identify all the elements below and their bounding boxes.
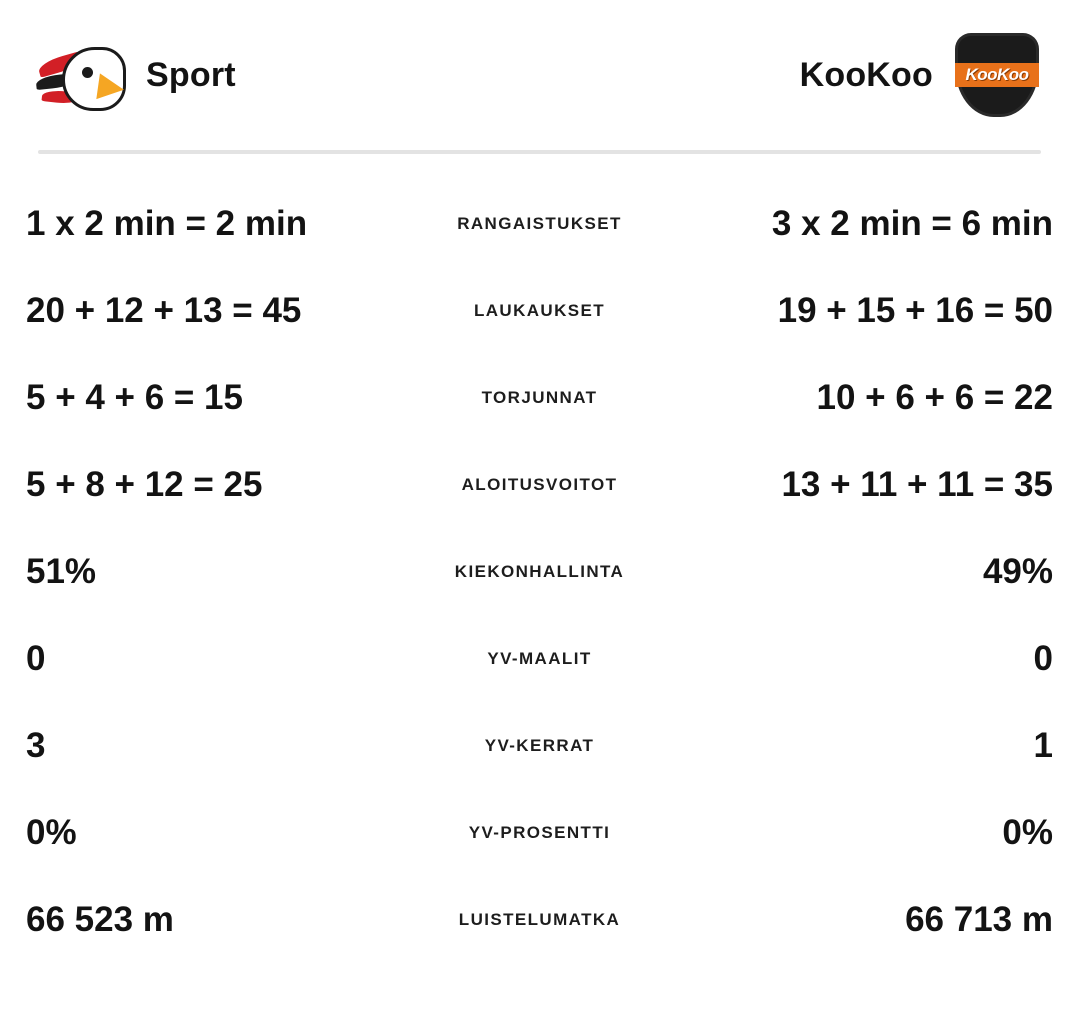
table-row: [24, 180, 1055, 267]
home-team-name: Sport: [146, 55, 236, 94]
stat-label: RANGAISTUKSET: [457, 213, 622, 233]
home-team: [36, 29, 236, 121]
away-value: 13 + 11 + 11 = 35: [781, 464, 1053, 504]
away-value: 10 + 6 + 6 = 22: [816, 377, 1053, 417]
table-row: [24, 702, 1055, 789]
home-value: 0: [26, 638, 46, 678]
home-value: 0%: [26, 812, 77, 852]
away-value: 3 x 2 min = 6 min: [771, 203, 1053, 243]
stat-label: LAUKAUKSET: [473, 300, 606, 320]
away-value: 19 + 15 + 16 = 50: [777, 290, 1053, 330]
table-row: [24, 876, 1055, 963]
away-team-name: KooKoo: [799, 55, 933, 94]
away-value: 0%: [1002, 812, 1053, 852]
stats-table: [24, 180, 1055, 963]
header-divider: [38, 150, 1041, 154]
table-row: [24, 267, 1055, 354]
home-value: 5 + 4 + 6 = 15: [26, 377, 243, 417]
stat-label: LUISTELUMATKA: [458, 909, 621, 929]
home-value: 3: [26, 725, 46, 765]
stat-label: KIEKONHALLINTA: [454, 561, 625, 581]
stat-label: YV-MAALIT: [487, 648, 592, 668]
table-row: [24, 615, 1055, 702]
home-value: 66 523 m: [26, 899, 174, 939]
away-value: 0: [1033, 638, 1053, 678]
kookoo-shield-logo-icon: [951, 29, 1043, 121]
logo-shape: [96, 73, 125, 102]
logo-shape: [82, 67, 93, 78]
table-row: [24, 441, 1055, 528]
home-value: 1 x 2 min = 2 min: [26, 203, 308, 243]
stat-label: YV-PROSENTTI: [468, 822, 611, 842]
stat-label: YV-KERRAT: [484, 735, 595, 755]
teams-header: [24, 0, 1055, 150]
home-value: 51%: [26, 551, 97, 591]
away-value: 1: [1033, 725, 1053, 765]
away-value: 66 713 m: [905, 899, 1053, 939]
home-value: 20 + 12 + 13 = 45: [26, 290, 302, 330]
sport-eagle-logo-icon: [36, 31, 128, 123]
home-value: 5 + 8 + 12 = 25: [26, 464, 263, 504]
away-team: [800, 29, 1043, 121]
table-row: [24, 354, 1055, 441]
stat-label: TORJUNNAT: [481, 387, 598, 407]
table-row: [24, 528, 1055, 615]
stat-label: ALOITUSVOITOT: [461, 474, 618, 494]
kookoo-logo-wordmark: KooKoo: [965, 65, 1029, 84]
table-row: [24, 789, 1055, 876]
away-value: 49%: [982, 551, 1053, 591]
